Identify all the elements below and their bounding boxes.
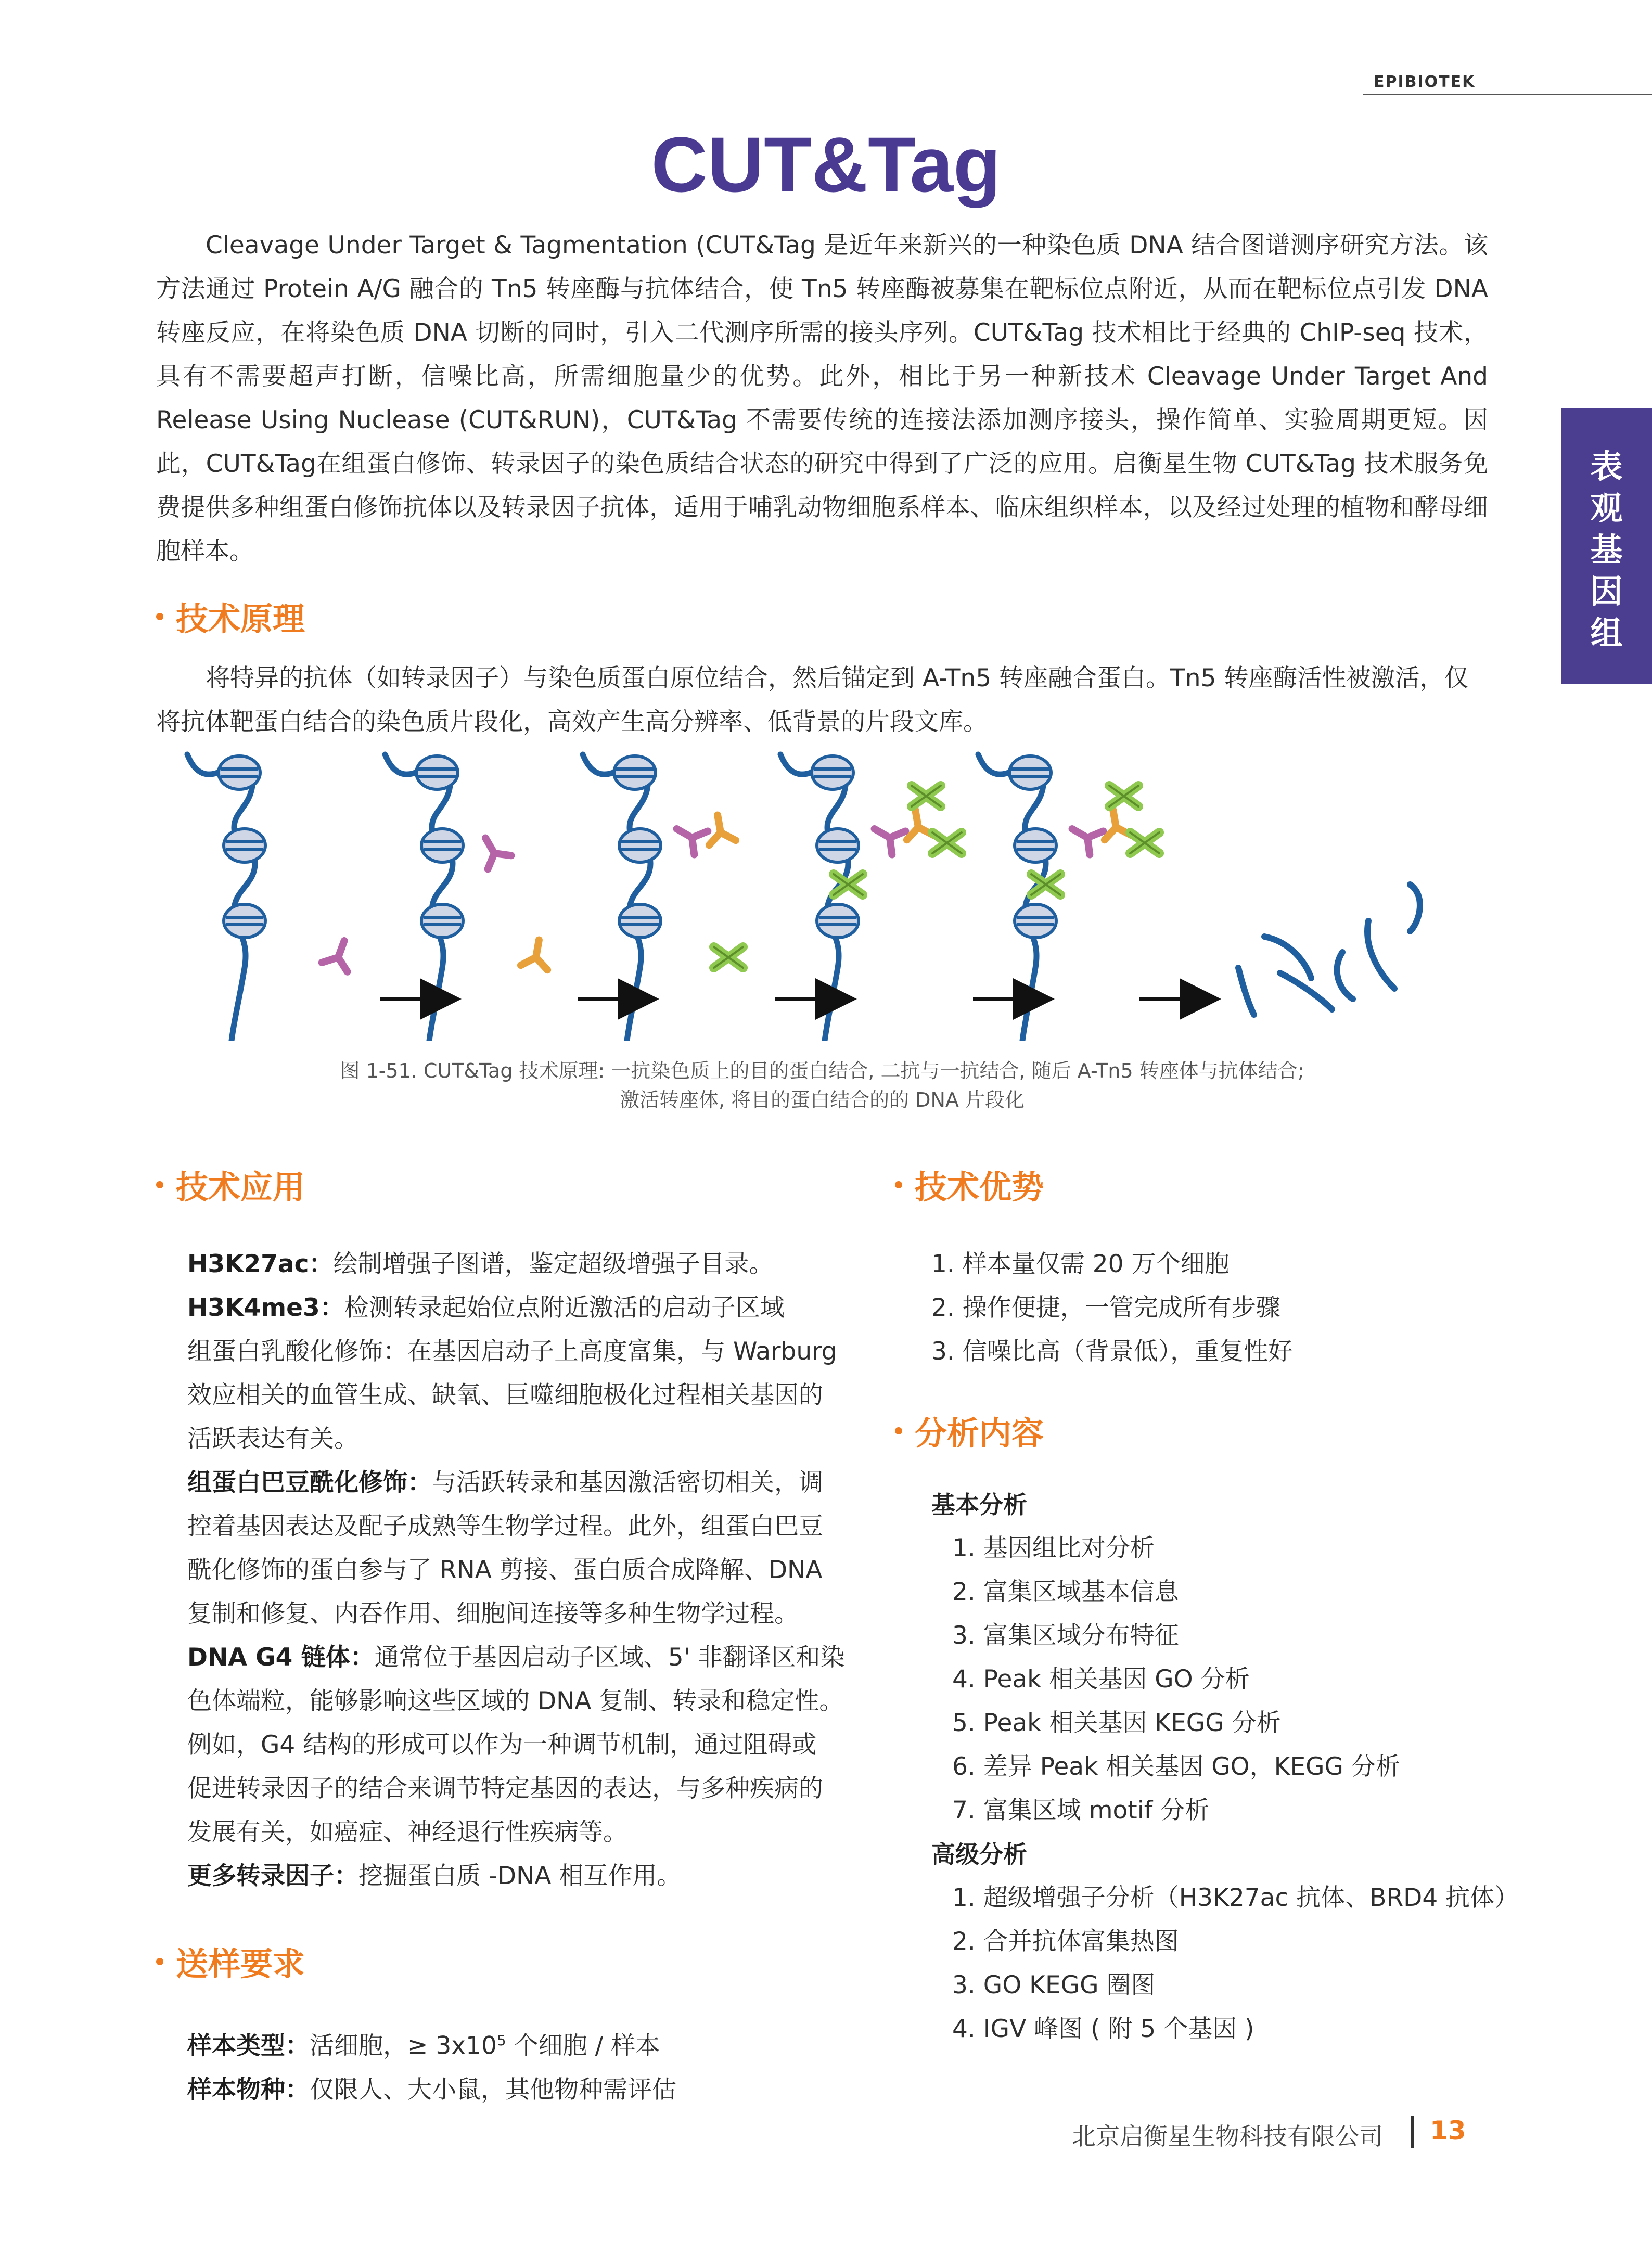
basic-analysis-item: 2. 富集区域基本信息 bbox=[952, 1578, 1179, 1606]
basic-analysis-item: 6. 差异 Peak 相关基因 GO，KEGG 分析 bbox=[952, 1752, 1400, 1781]
advanced-analysis-item: 4. IGV 峰图 ( 附 5 个基因 ) bbox=[952, 2015, 1254, 2043]
brand-rule bbox=[1363, 94, 1652, 95]
caption-line-2: 激活转座体, 将目的蛋白结合的的 DNA 片段化 bbox=[620, 1088, 1025, 1111]
application-list bbox=[187, 1242, 859, 1898]
side-tab-char: 因 bbox=[1590, 572, 1623, 610]
advantage-item: 3. 信噪比高（背景低），重复性好 bbox=[931, 1337, 1293, 1366]
application-line: 色体端粒，能够影响这些区域的 DNA 复制、转录和稳定性。 bbox=[187, 1687, 844, 1715]
advantages-list bbox=[931, 1242, 1292, 1374]
application-line: 复制和修复、内吞作用、细胞间连接等多种生物学过程。 bbox=[187, 1599, 799, 1628]
stage-1 bbox=[187, 754, 357, 1041]
side-tab-char: 基 bbox=[1590, 531, 1623, 569]
sample-heading: 送样要求 bbox=[156, 1938, 305, 1984]
analysis-list bbox=[931, 1483, 1519, 2051]
application-line: 组蛋白巴豆酰化修饰：与活跃转录和基因激活密切相关，调 bbox=[187, 1468, 823, 1497]
intro-paragraph bbox=[156, 224, 1488, 573]
sample-info bbox=[187, 2019, 676, 2112]
application-line: 组蛋白乳酸化修饰：在基因启动子上高度富集，与 Warburg bbox=[187, 1337, 837, 1366]
application-line: 更多转录因子：挖掘蛋白质 -DNA 相互作用。 bbox=[187, 1862, 682, 1890]
advantages-heading: 技术优势 bbox=[895, 1161, 1044, 1208]
sample-species: 样本物种：仅限人、大小鼠，其他物种需评估 bbox=[187, 2075, 676, 2104]
basic-analysis-item: 7. 富集区域 motif 分析 bbox=[952, 1796, 1210, 1825]
application-line: 酰化修饰的蛋白参与了 RNA 剪接、蛋白质合成降解、DNA bbox=[187, 1556, 823, 1584]
dna-fragments bbox=[1238, 885, 1420, 1015]
application-line: H3K27ac：绘制增强子图谱，鉴定超级增强子目录。 bbox=[187, 1250, 774, 1278]
side-tab-char: 观 bbox=[1590, 489, 1623, 527]
application-line: 促进转录因子的结合来调节特定基因的表达，与多种疾病的 bbox=[187, 1774, 823, 1803]
basic-analysis-item: 1. 基因组比对分析 bbox=[952, 1534, 1155, 1562]
application-heading: 技术应用 bbox=[156, 1161, 305, 1208]
advanced-analysis-item: 3. GO KEGG 圈图 bbox=[952, 1971, 1156, 2000]
advanced-analysis-item: 2. 合并抗体富集热图 bbox=[952, 1927, 1179, 1956]
bullet-icon bbox=[156, 1181, 163, 1188]
basic-analysis-item: 3. 富集区域分布特征 bbox=[952, 1621, 1179, 1650]
brand-label: EPIBIOTEK bbox=[1374, 73, 1476, 91]
bullet-icon bbox=[156, 613, 163, 620]
page-number: 13 bbox=[1430, 2116, 1466, 2146]
principle-paragraph: 将特异的抗体（如转录因子）与染色质蛋白原位结合，然后锚定到 A-Tn5 转座融合蛋白。Tn5 转座酶活性被激活，仅将抗体靶蛋白结合的染色质片段化，高效产生高分辨率、低背景的片段文库。 bbox=[156, 664, 1469, 736]
side-tab-char: 表 bbox=[1590, 447, 1623, 485]
side-tab bbox=[1561, 408, 1652, 684]
caption-line-1: 图 1-51. CUT&Tag 技术原理: 一抗染色质上的目的蛋白结合, 二抗与一抗结合, 随后 A-Tn5 转座体与抗体结合; bbox=[340, 1059, 1304, 1082]
application-line: 例如，G4 结构的形成可以作为一种调节机制，通过阻碍或 bbox=[187, 1731, 817, 1759]
advantage-item: 2. 操作便捷，一管完成所有步骤 bbox=[931, 1293, 1280, 1322]
figure-caption bbox=[156, 1056, 1488, 1114]
analysis-heading: 分析内容 bbox=[895, 1407, 1044, 1454]
footer-divider bbox=[1411, 2116, 1414, 2148]
principle-heading: 技术原理 bbox=[156, 593, 305, 639]
advanced-analysis-title: 高级分析 bbox=[931, 1840, 1027, 1868]
page-title: CUT&Tag bbox=[651, 121, 1001, 208]
application-line: 活跃表达有关。 bbox=[187, 1425, 358, 1453]
intro-text: Cleavage Under Target & Tagmentation (CUT&Tag 是近年来新兴的一种染色质 DNA 结合图谱测序研究方法。该方法通过 Protein A/G 融合的 Tn5 转座酶与抗体结合，使 Tn5 转座酶被募集在靶标位点附近，从而在靶标位点引发 DNA 转座反应，在将染色质 DNA 切断的同时，引入二代测序所需的接头序列。CUT&Tag 技术相比于经典的 ChIP-seq 技术，具有不需要超声打断，信噪比高，所需细胞量少的优势。此外，相比于另一种新技术 Cleavage Under Target And Release Using Nuclease (CUT&RUN)，CUT&Tag 不需要传统的连接法添加测序接头，操作简单、实验周期更短。因此，CUT&Tag在组蛋白修饰、转录因子的染色质结合状态的研究中得到了广泛的应用。启衡星生物 CUT&Tag 技术服务免费提供多种组蛋白修饰抗体以及转录因子抗体，适用于哺乳动物细胞系样本、临床组织样本，以及经过处理的植物和酵母细胞样本。 bbox=[156, 231, 1488, 566]
basic-analysis-item: 4. Peak 相关基因 GO 分析 bbox=[952, 1665, 1250, 1694]
basic-analysis-title: 基本分析 bbox=[931, 1491, 1027, 1519]
basic-analysis-item: 5. Peak 相关基因 KEGG 分析 bbox=[952, 1709, 1281, 1737]
cuttag-principle-figure bbox=[156, 749, 1488, 1041]
side-tab-char: 组 bbox=[1590, 614, 1623, 652]
application-line: 控着基因表达及配子成熟等生物学过程。此外，组蛋白巴豆 bbox=[187, 1512, 823, 1541]
footer-company: 北京启衡星生物科技有限公司 bbox=[1072, 2122, 1383, 2150]
application-line: 效应相关的血管生成、缺氧、巨噬细胞极化过程相关基因的 bbox=[187, 1381, 823, 1410]
application-line: DNA G4 链体：通常位于基因启动子区域、5' 非翻译区和染 bbox=[187, 1643, 845, 1672]
application-line: H3K4me3：检测转录起始位点附近激活的启动子区域 bbox=[187, 1293, 785, 1322]
bullet-icon bbox=[156, 1958, 163, 1965]
advantage-item: 1. 样本量仅需 20 万个细胞 bbox=[931, 1250, 1230, 1278]
application-line: 发展有关，如癌症、神经退行性疾病等。 bbox=[187, 1818, 627, 1847]
sample-type: 样本类型：活细胞，≥ $3x10^5$ 个细胞 / 样本 bbox=[187, 2031, 660, 2060]
bullet-icon bbox=[895, 1181, 902, 1188]
bullet-icon bbox=[895, 1427, 902, 1434]
advanced-analysis-item: 1. 超级增强子分析（H3K27ac 抗体、BRD4 抗体） bbox=[952, 1884, 1519, 1912]
